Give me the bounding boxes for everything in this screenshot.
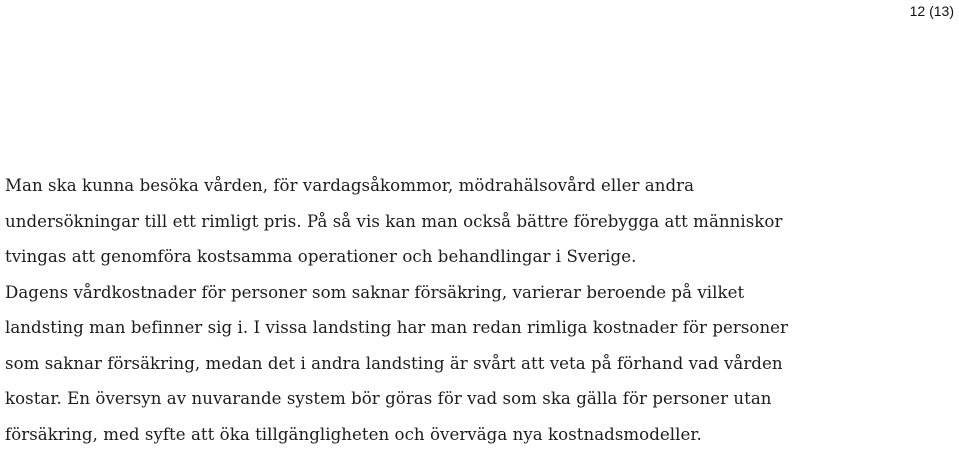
page-number: 12 (13) <box>910 3 954 19</box>
text-line: som saknar försäkring, medan det i andra landsting är svårt att veta på förhand vad vården <box>5 346 945 382</box>
text-line: undersökningar till ett rimligt pris. På så vis kan man också bättre förebygga att människor <box>5 204 945 240</box>
text-line: kostar. En översyn av nuvarande system bör göras för vad som ska gälla för personer utan <box>5 381 945 417</box>
text-line: tvingas att genomföra kostsamma operationer och behandlingar i Sverige. <box>5 239 945 275</box>
paragraph <box>5 275 945 452</box>
text-line: Man ska kunna besöka vården, för vardagsåkommor, mödrahälsovård eller andra <box>5 168 945 204</box>
text-line: Dagens vårdkostnader för personer som saknar försäkring, varierar beroende på vilket <box>5 275 945 311</box>
text-line: försäkring, med syfte att öka tillgängligheten och överväga nya kostnadsmodeller. <box>5 417 945 452</box>
text-line: landsting man befinner sig i. I vissa landsting har man redan rimliga kostnader för personer <box>5 310 945 346</box>
paragraph <box>5 168 945 275</box>
document-body <box>5 168 945 452</box>
